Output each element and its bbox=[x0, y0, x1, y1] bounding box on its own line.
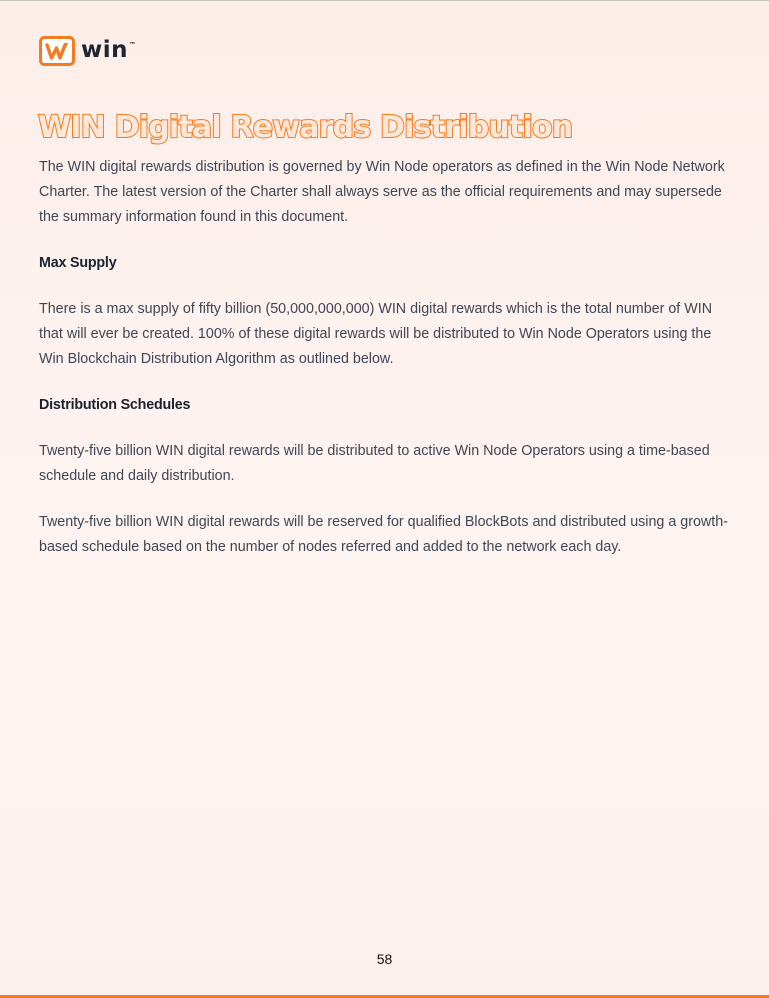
trademark-symbol: ™ bbox=[129, 40, 137, 49]
intro-paragraph: The WIN digital rewards distribution is governed by Win Node operators as defined in the Win Node Network Charter. The latest version of the Charter shall always serve as the official requirements and may supersede the summary information found in this document. bbox=[39, 159, 725, 225]
brand-logo bbox=[39, 36, 137, 66]
brand-wordmark: win™ bbox=[81, 36, 137, 63]
page-number: 58 bbox=[376, 951, 393, 967]
growth-based-schedule-paragraph: Twenty-five billion WIN digital rewards will be reserved for qualified BlockBots and distributed using a growth-based schedule based on the number of nodes referred and added to the network each day. bbox=[39, 514, 728, 555]
document-body bbox=[39, 155, 739, 560]
section-heading-distribution-schedules: Distribution Schedules bbox=[39, 397, 191, 413]
time-based-schedule-paragraph: Twenty-five billion WIN digital rewards will be distributed to active Win Node Operators using a time-based schedule and daily distribution. bbox=[39, 443, 710, 484]
win-logo-icon bbox=[39, 36, 75, 66]
page-title: WIN Digital Rewards Distribution bbox=[38, 110, 573, 145]
max-supply-paragraph: There is a max supply of fifty billion (50,000,000,000) WIN digital rewards which is the total number of WIN that will ever be created. 100% of these digital rewards will be distributed to Win Node Operators using the Win Blockchain Distribution Algorithm as outlined below. bbox=[39, 301, 713, 367]
top-border bbox=[0, 0, 769, 1]
section-heading-max-supply: Max Supply bbox=[39, 255, 117, 271]
